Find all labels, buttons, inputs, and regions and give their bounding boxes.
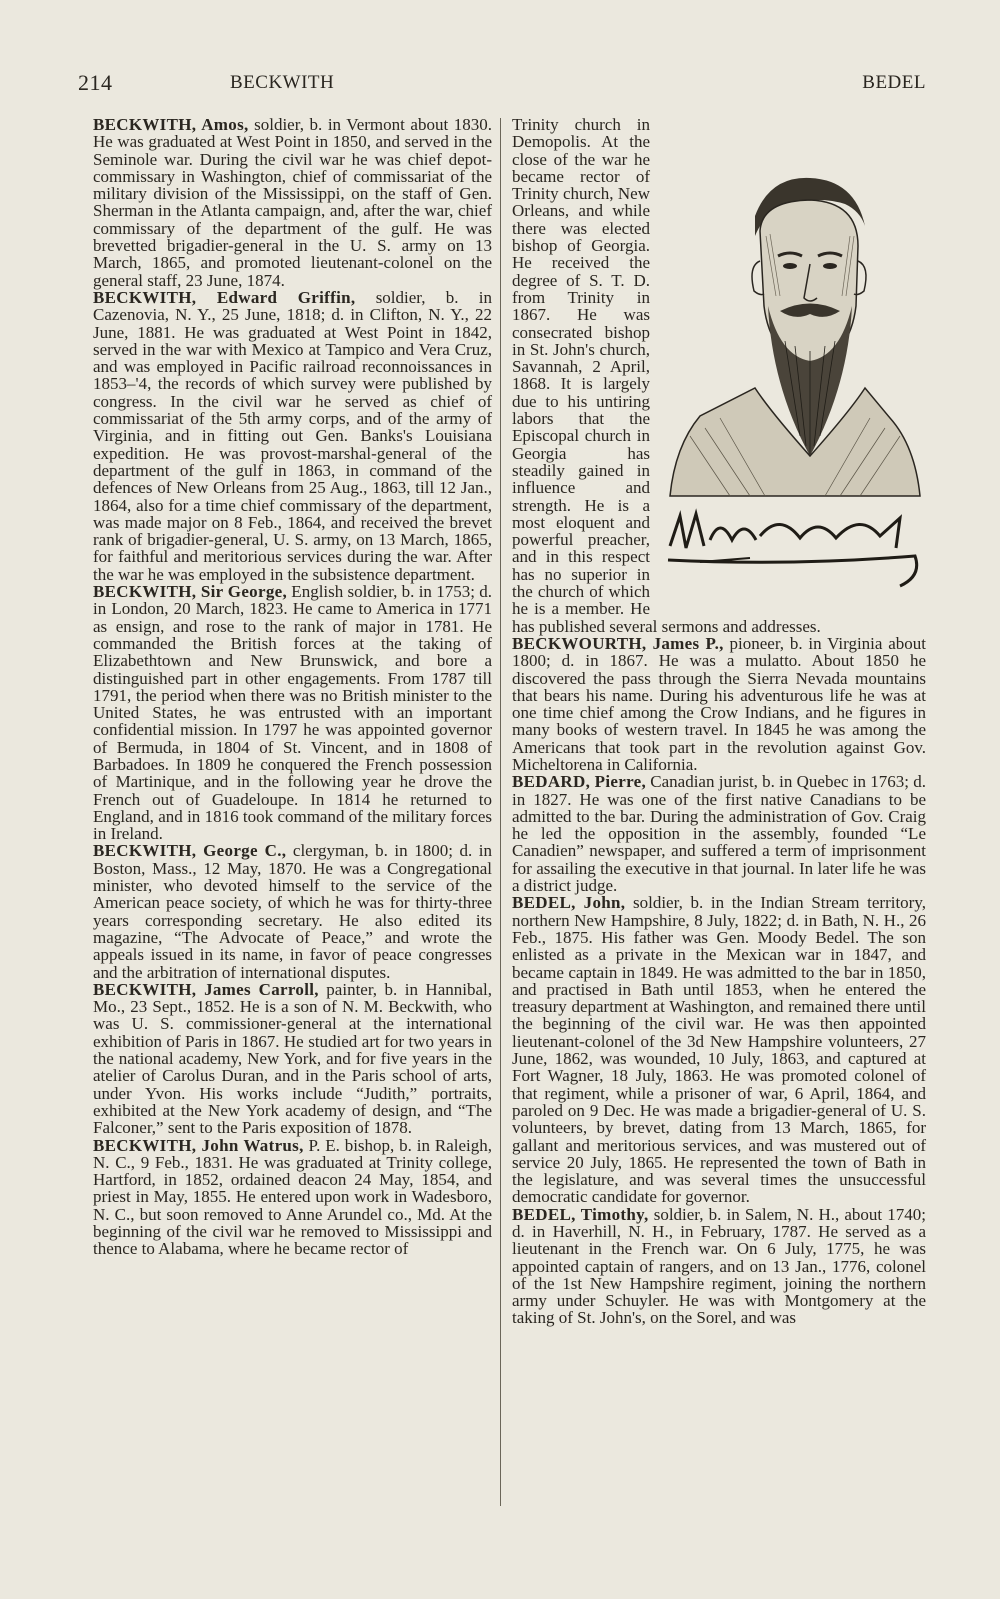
entry-headword: BEDARD, Pierre, [512, 772, 647, 792]
left-column [93, 116, 492, 1258]
entry-text: P. E. bishop, b. in Raleigh, N. C., 9 Feb., 1831. He was graduated at Trinity college, Hartford, in 1852, ordained deacon 24 May, 1854, and priest in May, 1855. He entered upon work in Wadesboro, N. C., but soon removed to Anne Arundel co., Md. At the beginning of the civil war he removed to Mississippi and thence to Alabama, where he became rector of [93, 1135, 492, 1259]
entry-headword: BECKWITH, Edward Griffin, [93, 287, 356, 307]
entry-headword: BEDEL, John, [512, 893, 626, 913]
entry-headword: BECKWITH, Sir George, [93, 582, 288, 602]
entry-text: painter, b. in Hannibal, Mo., 23 Sept., 1852. He is a son of N. M. Beckwith, who was U. S. commissioner-general at the international exhibition of Paris in 1867. He studied art for two years in the national academy, New York, and for five years in the atelier of Carolus Duran, and in the Paris school of arts, under Yvon. His works include “Judith,” portraits, exhibited at the New York academy of design, and “The Falconer,” sent to the Paris exposition of 1878. [93, 979, 492, 1138]
entry-beckwith-james [93, 981, 492, 1137]
entry-headword: BECKWITH, George C., [93, 841, 287, 861]
entry-text: soldier, b. in Salem, N. H., about 1740; d. in Haverhill, N. H., in February, 1787. He served as a lieutenant in the French war. On 6 July, 1775, he was appointed captain of rangers, and on 13 Jan., 1776, colonel of the 1st New Hampshire regiment, joining the northern army under Schuyler. He was with Montgomery at the taking of St. John's, on the Sorel, and was [512, 1204, 926, 1328]
entry-text: soldier, b. in Cazenovia, N. Y., 25 June, 1818; d. in Clifton, N. Y., 22 June, 1881. He was graduated at West Point in 1842, served in the war with Mexico at Tampico and Vera Cruz, and was employed in Pacific railroad reconnoissances in 1853–'4, the records of which survey were published by congress. In the civil war he served as chief of commissariat of the 5th army corps, and of the army of Virginia, and in fitting out Gen. Banks's Louisiana expedition. He was provost-marshal-general of the department of the gulf in 1863, in command of the defences of New Orleans from 25 Aug., 1863, till 12 Jan., 1864, also for a time chief commissary of the department, was made major on 8 Feb., 1864, and received the brevet rank of brigadier-general, U. S. army, on 13 March, 1865, for faithful and meritorious services during the war. After the war he was employed in the subsistence department. [93, 287, 493, 584]
entry-headword: BECKWITH, James Carroll, [93, 979, 319, 999]
column-divider [500, 118, 501, 1506]
entry-text: English soldier, b. in 1753; d. in London, 20 March, 1823. He came to America in 1771 as ensign, and rose to the rank of major in 1781. He commanded the British forces at the taking of Elizabethtown and New Brunswick, and bore a distinguished part in other engagements. From 1787 till 1791, the period when there was no British minister to the United States, he was entrusted with an important confidential mission. In 1797 he was appointed governor of Bermuda, in 1804 of St. Vincent, and in 1808 of Barbadoes. In 1809 he conquered the French possession of Martinique, and in the following year he drove the French out of Guadeloupe. In 1814 he returned to England, and in 1816 took command of the military forces in Ireland. [93, 582, 492, 844]
running-header [78, 70, 926, 96]
entry-beckwith-edward [93, 289, 492, 583]
entry-headword: BECKWITH, Amos, [93, 115, 249, 134]
entry-text: soldier, b. in Vermont about 1830. He was graduated at West Point in 1850, and served in the Seminole war. During the civil war he was chief depot-commissary in Washington, chief of commissariat of the military division of the Mississippi, on the staff of Gen. Sherman in the Atlanta campaign, and, after the war, chief commissary of the department of the gulf. He was brevetted brigadier-general in the U. S. army on 13 March, 1865, and promoted lieutenant-colonel on the general staff, 23 June, 1874. [93, 115, 492, 290]
entry-text: clergyman, b. in 1800; d. in Boston, Mass., 12 May, 1870. He was a Congregational minister, who devoted himself to the service of the American peace society, of which he was for thirty-three years corresponding secretary. He also edited its magazine, “The Advocate of Peace,” and wrote the appeals issued in its name, in favor of peace congresses and the arbitration of international disputes. [93, 841, 492, 982]
entry-text: soldier, b. in the Indian Stream territory, northern New Hampshire, 8 July, 1822; d. in Bath, N. H., 26 Feb., 1875. His father was Gen. Moody Bedel. The son enlisted as a private in the Mexican war in 1847, and became captain in 1849. He was admitted to the bar in 1850, and practised in Bath until 1853, when he entered the treasury department at Washington, and remained there until the beginning of the civil war. He was then appointed lieutenant-colonel of the 3d New Hampshire volunteers, 27 June, 1862, was wounded, 10 July, 1863, and captured at Fort Wagner, 18 July, 1863. He was promoted colonel of that regiment, while a prisoner of war, 6 April, 1864, and paroled on 9 Dec. He was made a brigadier-general of U. S. volunteers, by brevet, dating from 13 March, 1865, for gallant and meritorious services, and was mustered out of service 20 July, 1865. He represented the town of Bath in the legislature, and was several times the unsuccessful democratic candidate for governor. [512, 893, 926, 1207]
entry-headword: BECKWOURTH, James P., [512, 633, 724, 653]
entry-headword: BEDEL, Timothy, [512, 1204, 649, 1224]
entry-bedel-john [512, 894, 926, 1205]
portrait-figure [660, 156, 930, 611]
entry-beckwith-george-c [93, 842, 492, 980]
right-running-head: BEDEL [862, 72, 926, 93]
entry-headword: BECKWITH, John Watrus, [93, 1135, 304, 1155]
entry-text: Canadian jurist, b. in Quebec in 1763; d. in 1827. He was one of the first native Canadians to be admitted to the bar. During the administration of Gov. Craig he led the opposition in the assembly, founded “Le Canadien” newspaper, and suffered a term of imprisonment for assailing the executive in that journal. In later life he was a district judge. [512, 772, 927, 896]
entry-text: pioneer, b. in Virginia about 1800; d. in 1867. He was a mulatto. About 1850 he discovered the pass through the Sierra Nevada mountains that bears his name. During his adventurous life he was at one time chief among the Crow Indians, and he figures in many books of western travel. In 1845 he was among the Americans that took part in the revolution against Gov. Micheltorena in California. [512, 633, 926, 774]
page-number: 214 [78, 70, 113, 95]
left-running-head: BECKWITH [230, 72, 335, 93]
entry-beckwith-amos [93, 116, 492, 289]
entry-bedard [512, 773, 926, 894]
beckwith-john-continuation: Trinity church in Demopolis. At the close of the war he became rector of Trinity church, New Orleans, and while there was elected bishop of Georgia. He received the degree of S. T. D. from Trinity in 1867. He was consecrated bishop in St. John's church, Savannah, 2 April, 1868. It is largely due to his untiring labors that the Episcopal church in Georgia has steadily gained in influence and strength. He is a most eloquent and powerful preacher, and in this respect has no superior in the church of which he is a member. He has published several sermons and addresses. [512, 115, 821, 636]
entry-bedel-timothy [512, 1206, 926, 1327]
entry-beckwourth [512, 635, 926, 773]
right-column [512, 116, 926, 1327]
portrait-engraving-icon [660, 156, 930, 611]
entry-beckwith-john [93, 1137, 492, 1258]
entry-beckwith-george-sir [93, 583, 492, 842]
